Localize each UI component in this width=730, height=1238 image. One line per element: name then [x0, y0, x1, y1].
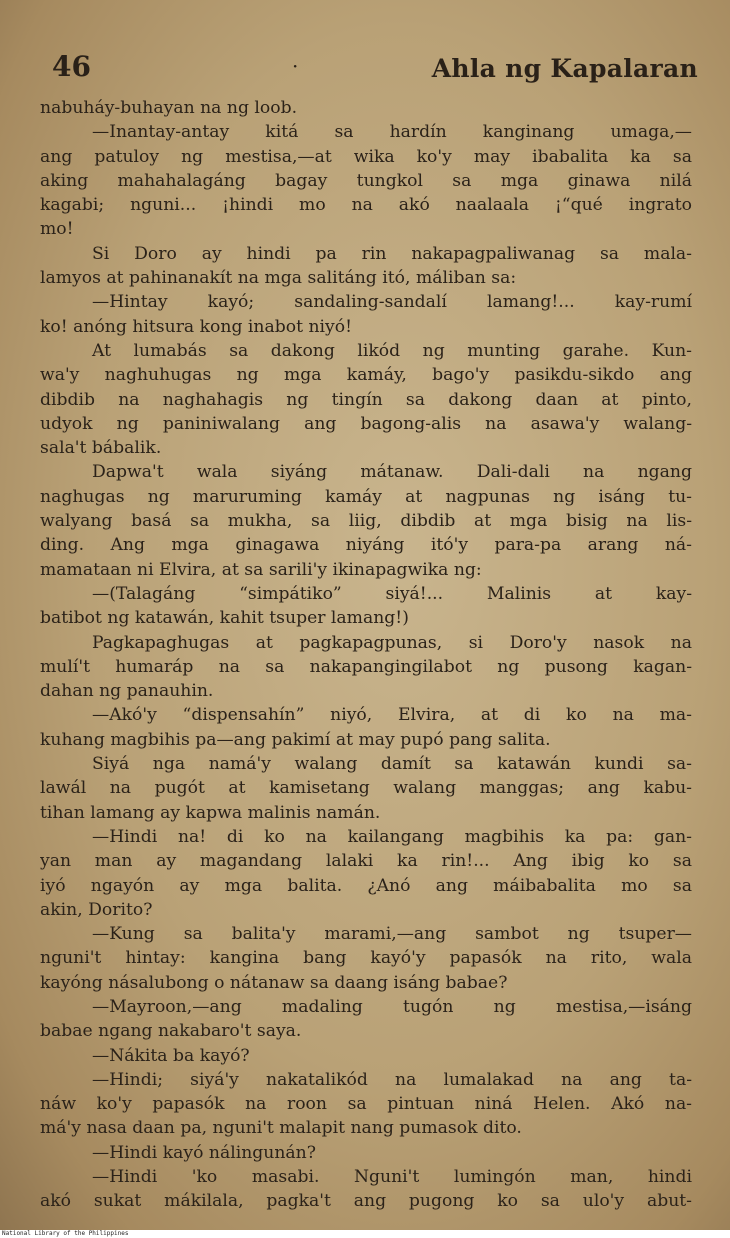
text-line: At lumabás sa dakong likód ng munting garahe. Kun- [92, 340, 692, 361]
text-line: kayóng násalubong o nátanaw sa daang isáng babae? [40, 972, 508, 993]
text-line: udyok ng paniniwalang ang bagong-alis na asawa'y walang- [40, 413, 692, 434]
text-line: babae ngang nakabaro't saya. [40, 1021, 302, 1042]
text-line: —Kung sa balita'y marami,—ang sambot ng tsuper— [92, 924, 692, 945]
text-line: —Hindi 'ko masabi. Nguni't lumingón man, hindi [92, 1167, 692, 1188]
text-line: Pagkapaghugas at pagkapagpunas, si Doro'y nasok na [92, 632, 692, 653]
page-header [50, 48, 698, 92]
header-separator: · [292, 54, 299, 78]
body-text [40, 96, 692, 1214]
text-line: —Hindi na! di ko na kailangang magbihis ka pa: gan- [92, 826, 692, 847]
text-line: —Hindi kayó nálingunán? [92, 1142, 316, 1163]
text-line: —Akó'y “dispensahín” niyó, Elvira, at di ko na ma- [92, 705, 692, 726]
text-line: walyang basá sa mukha, sa liig, dibdib at mga bisig na lis- [40, 511, 692, 532]
text-line: Dapwa't wala siyáng mátanaw. Dali-dali na ngang [92, 462, 692, 483]
text-line: —Hintay kayó; sandaling-sandalí lamang!... kay-rumí [92, 292, 692, 313]
text-line: batibot ng katawán, kahit tsuper lamang!) [40, 608, 409, 629]
text-line: kagabi; nguni... ¡hindi mo na akó naalaala ¡“qué ingrato [40, 195, 692, 216]
text-line: mulí't humaráp na sa nakapangingilabot ng pusong kagan- [40, 656, 692, 677]
text-line: sala't bábalik. [40, 438, 162, 459]
text-line: dibdib na naghahagis ng tingín sa dakong daan at pinto, [40, 389, 692, 410]
text-line: —Nákita ba kayó? [92, 1045, 250, 1066]
text-line: iyó ngayón ay mga balita. ¿Anó ang máibabalita mo sa [40, 875, 692, 896]
library-credit: National Library of the Philippines [2, 1230, 129, 1237]
text-line: nguni't hintay: kangina bang kayó'y papasók na rito, wala [40, 948, 692, 969]
text-line: náw ko'y papasók na roon sa pintuan niná Helen. Akó na- [40, 1094, 692, 1115]
text-line: ko! anóng hitsura kong inabot niyó! [40, 316, 352, 337]
running-title: Ahla ng Kapalaran [431, 54, 698, 83]
text-line: Siyá nga namá'y walang damít sa katawán kundi sa- [92, 754, 692, 775]
text-line: —Mayroon,—ang madaling tugón ng mestisa,—isáng [92, 996, 692, 1017]
text-line: —Hindi; siyá'y nakatalikód na lumalakad na ang ta- [92, 1069, 692, 1090]
page-number: 46 [52, 50, 91, 83]
text-line: naghugas ng maruruming kamáy at nagpunas ng isáng tu- [40, 486, 692, 507]
text-line: mo! [40, 219, 74, 240]
text-line: lamyos at pahinanakít na mga salitáng itó, máliban sa: [40, 268, 517, 289]
text-line: dahan ng panauhin. [40, 681, 214, 702]
text-line: kuhang magbihis pa—ang pakimí at may pupó pang salita. [40, 729, 551, 750]
text-line: má'y nasa daan pa, nguni't malapit nang pumasok dito. [40, 1118, 522, 1139]
text-line: nabuháy-buhayan na ng loob. [40, 98, 298, 118]
text-line: mamataan ni Elvira, at sa sarili'y ikinapagwika ng: [40, 559, 482, 580]
text-line: ding. Ang mga ginagawa niyáng itó'y para-pa arang ná- [40, 535, 692, 556]
text-line: ang patuloy ng mestisa,—at wika ko'y may ibabalita ka sa [40, 146, 692, 167]
text-line: lawál na pugót at kamisetang walang manggas; ang kabu- [40, 778, 692, 799]
text-line: yan man ay magandang lalaki ka rin!... Ang ibig ko sa [40, 851, 692, 872]
text-line: wa'y naghuhugas ng mga kamáy, bago'y pasikdu-sikdo ang [40, 365, 692, 386]
text-line: aking mahahalagáng bagay tungkol sa mga ginawa nilá [40, 170, 692, 191]
text-line: akin, Dorito? [40, 899, 153, 920]
text-line: —(Talagáng “simpátiko” siyá!... Malinis at kay- [92, 583, 692, 604]
text-line: akó sukat mákilala, pagka't ang pugong ko sa ulo'y abut- [40, 1191, 692, 1212]
text-line: Si Doro ay hindi pa rin nakapagpaliwanag sa mala- [92, 243, 692, 264]
text-line: tihan lamang ay kapwa malinis namán. [40, 802, 381, 823]
text-line: —Inantay-antay kitá sa hardín kanginang umaga,— [92, 122, 692, 143]
